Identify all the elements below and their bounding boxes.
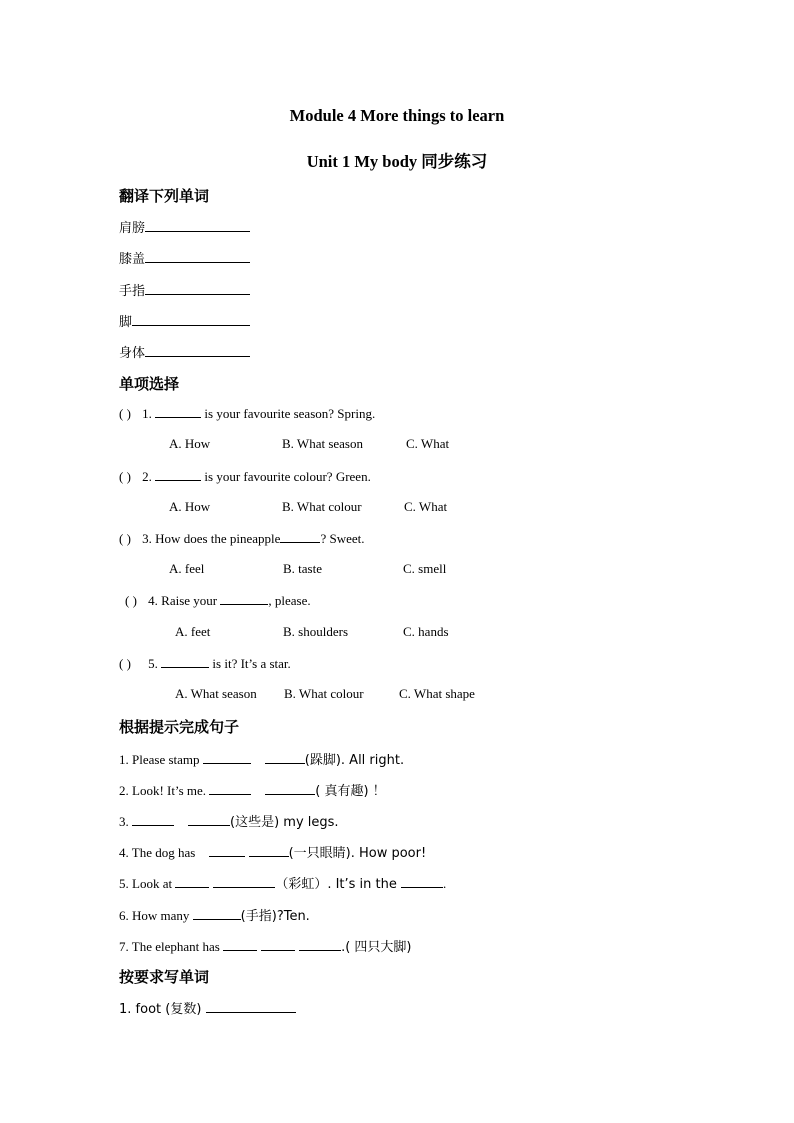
- answer-blank[interactable]: [145, 344, 250, 357]
- answer-bracket[interactable]: ( ): [125, 593, 137, 608]
- complete-sentence: 6. How many (手指)?Ten.: [119, 908, 310, 924]
- answer-blank[interactable]: [209, 844, 245, 857]
- translate-word: 脚: [119, 315, 133, 330]
- option-a: A. feel: [169, 561, 205, 576]
- choice-question: ( ) 4. Raise your , please.: [125, 593, 311, 608]
- rewrite-item: 1. foot (复数): [119, 998, 296, 1017]
- answer-bracket[interactable]: ( ): [119, 531, 131, 546]
- section-heading-choice: 单项选择: [119, 375, 180, 393]
- option-b: B. shoulders: [283, 624, 348, 639]
- answer-bracket[interactable]: ( ): [119, 469, 131, 484]
- answer-blank[interactable]: [193, 907, 241, 920]
- answer-blank[interactable]: [209, 782, 251, 795]
- answer-blank[interactable]: [206, 1000, 296, 1013]
- option-b: B. What colour: [284, 686, 364, 701]
- translate-word: 膝盖: [119, 252, 146, 267]
- answer-blank[interactable]: [132, 813, 174, 826]
- answer-blank[interactable]: [401, 875, 443, 888]
- choice-question: ( ) 3. How does the pineapple ? Sweet.: [119, 531, 365, 546]
- page-title: Module 4 More things to learn: [289, 106, 505, 125]
- answer-blank[interactable]: [223, 938, 257, 951]
- answer-blank[interactable]: [265, 751, 305, 764]
- option-a: A. How: [169, 436, 211, 451]
- answer-blank[interactable]: [261, 938, 295, 951]
- section-heading-rewrite: 按要求写单词: [119, 968, 210, 986]
- answer-blank[interactable]: [145, 219, 250, 232]
- answer-blank[interactable]: [280, 530, 320, 543]
- translate-item: [119, 248, 250, 267]
- choice-question: ( ) 5. is it? It’s a star.: [119, 656, 291, 671]
- complete-sentence: 1. Please stamp (跺脚). All right.: [119, 752, 405, 768]
- answer-blank[interactable]: [220, 592, 268, 605]
- option-c: C. What shape: [399, 686, 475, 701]
- translate-word: 身体: [119, 346, 146, 361]
- answer-blank[interactable]: [155, 468, 201, 481]
- answer-bracket[interactable]: ( ): [119, 656, 131, 671]
- translate-item: [119, 280, 250, 299]
- answer-blank[interactable]: [188, 813, 230, 826]
- translate-item: [119, 311, 250, 330]
- complete-sentence: 4. The dog has (一只眼睛). How poor!: [119, 845, 427, 861]
- answer-blank[interactable]: [265, 782, 315, 795]
- answer-bracket[interactable]: ( ): [119, 406, 131, 421]
- answer-blank[interactable]: [213, 875, 275, 888]
- option-c: C. hands: [403, 624, 449, 639]
- answer-blank[interactable]: [145, 282, 250, 295]
- option-c: C. What: [406, 436, 450, 451]
- complete-sentence: 7. The elephant has .( 四只大脚): [119, 939, 412, 955]
- option-c: C. smell: [403, 561, 447, 576]
- option-b: B. taste: [283, 561, 322, 576]
- page-subtitle: Unit 1 My body 同步练习: [306, 152, 488, 171]
- complete-sentence: 5. Look at （彩虹）. It’s in the .: [119, 876, 447, 892]
- choice-question: ( ) 2. is your favourite colour? Green.: [119, 469, 371, 484]
- complete-sentence: 3. (这些是) my legs.: [119, 814, 339, 830]
- translate-word: 手指: [119, 284, 146, 299]
- option-b: B. What season: [282, 436, 363, 451]
- answer-blank[interactable]: [249, 844, 289, 857]
- option-a: A. feet: [175, 624, 211, 639]
- option-a: A. How: [169, 499, 211, 514]
- section-heading-complete: 根据提示完成句子: [119, 718, 240, 736]
- translate-item: [119, 342, 250, 361]
- answer-blank[interactable]: [132, 313, 250, 326]
- answer-blank[interactable]: [145, 250, 250, 263]
- section-heading-translate: 翻译下列单词: [119, 187, 210, 205]
- answer-blank[interactable]: [299, 938, 341, 951]
- option-c: C. What: [404, 499, 448, 514]
- answer-blank[interactable]: [175, 875, 209, 888]
- answer-blank[interactable]: [203, 751, 251, 764]
- choice-question: ( ) 1. is your favourite season? Spring.: [119, 406, 376, 421]
- option-a: A. What season: [175, 686, 257, 701]
- complete-sentence: 2. Look! It’s me. ( 真有趣) ！: [119, 783, 386, 799]
- answer-blank[interactable]: [155, 405, 201, 418]
- translate-item: [119, 217, 250, 236]
- translate-word: 肩膀: [119, 221, 146, 236]
- answer-blank[interactable]: [161, 655, 209, 668]
- option-b: B. What colour: [282, 499, 362, 514]
